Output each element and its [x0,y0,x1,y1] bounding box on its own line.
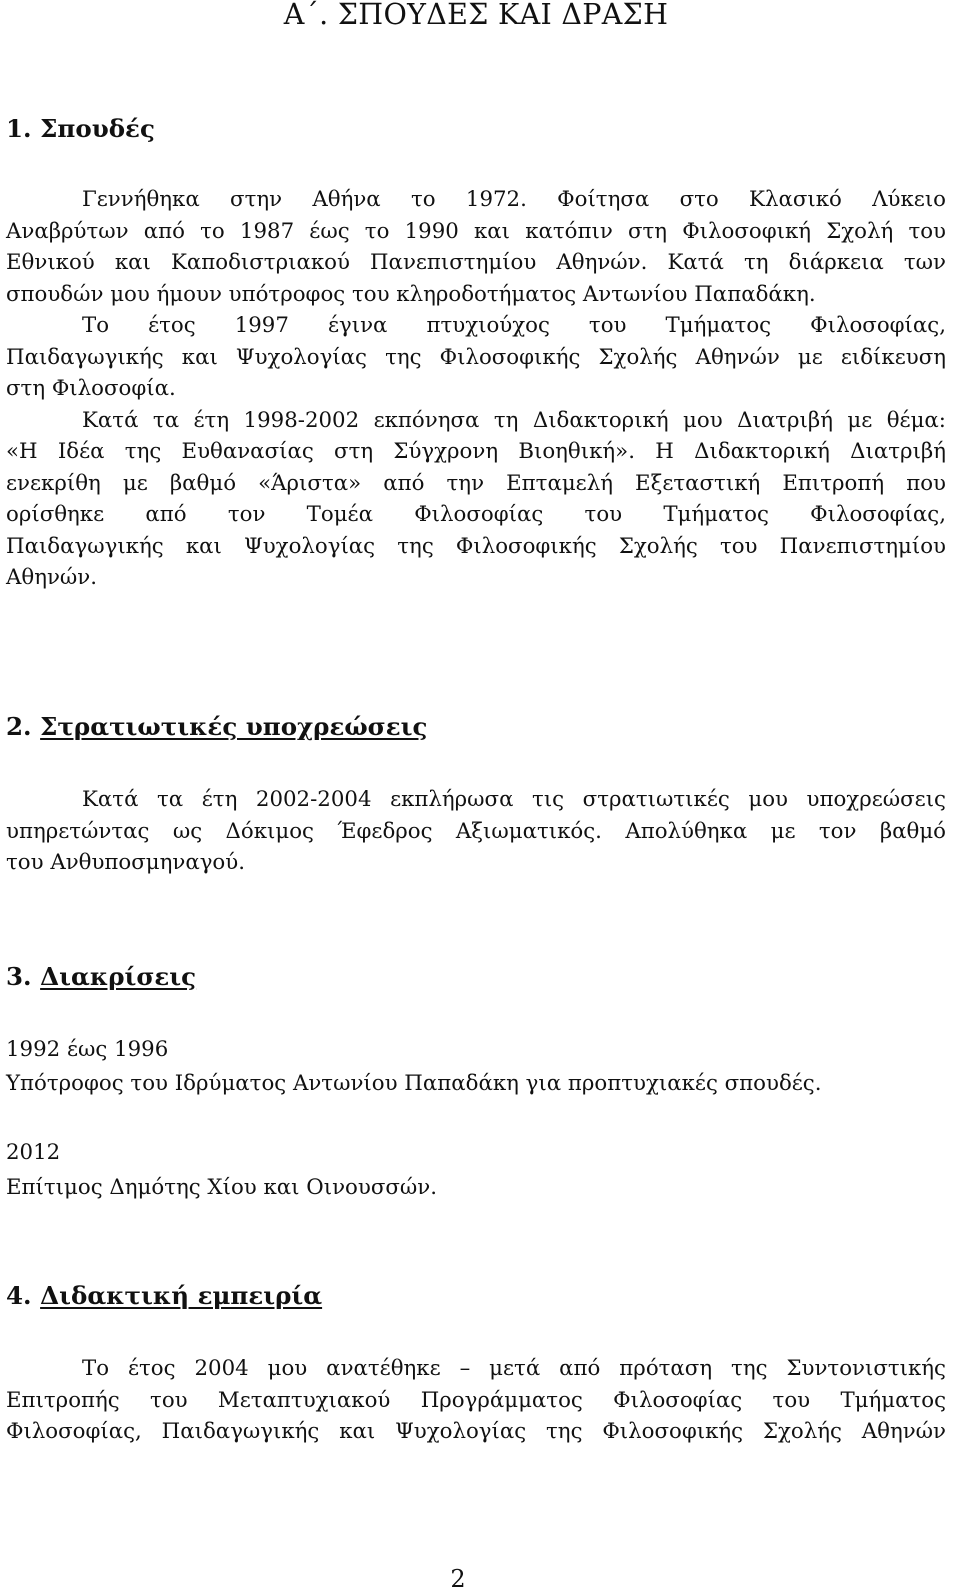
section-1-number: 1. [6,114,32,143]
distinction-text: Υπότροφος του Ιδρύματος Αντωνίου Παπαδάκη για προπτυχιακές σπουδές. [6,1071,822,1096]
text-line: Παιδαγωγικής και Ψυχολογίας της Φιλοσοφικής Σχολής του Πανεπιστημίου [6,533,946,559]
text-line: Εθνικού και Καποδιστριακού Πανεπιστημίου Αθηνών. Κατά τη διάρκεια των [6,250,946,275]
text-line: Το έτος 2004 μου ανατέθηκε – μετά από πρόταση της Συντονιστικής [82,1356,946,1381]
section-4-heading [6,1281,322,1311]
section-3-heading [6,962,196,992]
distinction-year: 1992 έως 1996 [6,1037,169,1062]
text-line: Κατά τα έτη 1998-2002 εκπόνησα τη Διδακτορική μου Διατριβή με θέμα: [82,407,946,433]
text-line: Παιδαγωγικής και Ψυχολογίας της Φιλοσοφικής Σχολής Αθηνών με ειδίκευση [6,344,946,370]
text-line: ενεκρίθη με βαθμό «Άριστα» από την Επταμελή Εξεταστική Επιτροπή που [6,470,946,496]
text-line: υπηρετώντας ως Δόκιμος Έφεδρος Αξιωματικός. Απολύθηκα με τον βαθμό [6,818,946,844]
section-1-paragraph [6,184,946,594]
section-4-number: 4. [6,1281,32,1310]
section-3-number: 3. [6,962,32,991]
text-line: στη Φιλοσοφία. [6,376,176,401]
section-4-paragraph [6,1353,946,1448]
section-1-heading [6,114,155,144]
text-line: Φιλοσοφίας, Παιδαγωγικής και Ψυχολογίας της Φιλοσοφικής Σχολής Αθηνών [6,1419,946,1444]
section-1-title: Σπουδές [40,114,155,143]
text-line: Αναβρύτων από το 1987 έως το 1990 και κατόπιν στη Φιλοσοφική Σχολή του [6,218,946,244]
section-4-title: Διδακτική εμπειρία [40,1281,323,1310]
text-line: Γεννήθηκα στην Αθήνα το 1972. Φοίτησα στο Κλασικό Λύκειο [82,187,946,212]
section-2-paragraph [6,784,946,879]
text-line: Κατά τα έτη 2002-2004 εκπλήρωσα τις στρατιωτικές μου υποχρεώσεις [82,787,946,812]
page-number: 2 [450,1565,466,1593]
section-2-heading [6,712,427,742]
text-line: Αθηνών. [6,565,97,590]
distinction-year: 2012 [6,1140,61,1165]
section-3-title: Διακρίσεις [40,962,197,991]
text-line: Επιτροπής του Μεταπτυχιακού Προγράμματος Φιλοσοφίας του Τμήματος [6,1387,946,1413]
text-line: του Ανθυποσμηναγού. [6,850,245,875]
text-line: σπουδών μου ήμουν υπότροφος του κληροδοτήματος Αντωνίου Παπαδάκη. [6,281,816,307]
text-line: «Η Ιδέα της Ευθανασίας στη Σύγχρονη Βιοηθική». Η Διδακτορική Διατριβή [6,439,946,464]
text-line: Το έτος 1997 έγινα πτυχιούχος του Τμήματος Φιλοσοφίας, [82,313,946,338]
text-line: ορίσθηκε από τον Τομέα Φιλοσοφίας του Τμήματος Φιλοσοφίας, [6,502,946,527]
section-2-number: 2. [6,712,32,741]
distinction-text: Επίτιμος Δημότης Χίου και Οινουσσών. [6,1175,437,1200]
page-title: Α΄. ΣΠΟΥΔΕΣ ΚΑΙ ΔΡΑΣΗ [283,0,669,31]
section-2-title: Στρατιωτικές υποχρεώσεις [40,712,428,741]
